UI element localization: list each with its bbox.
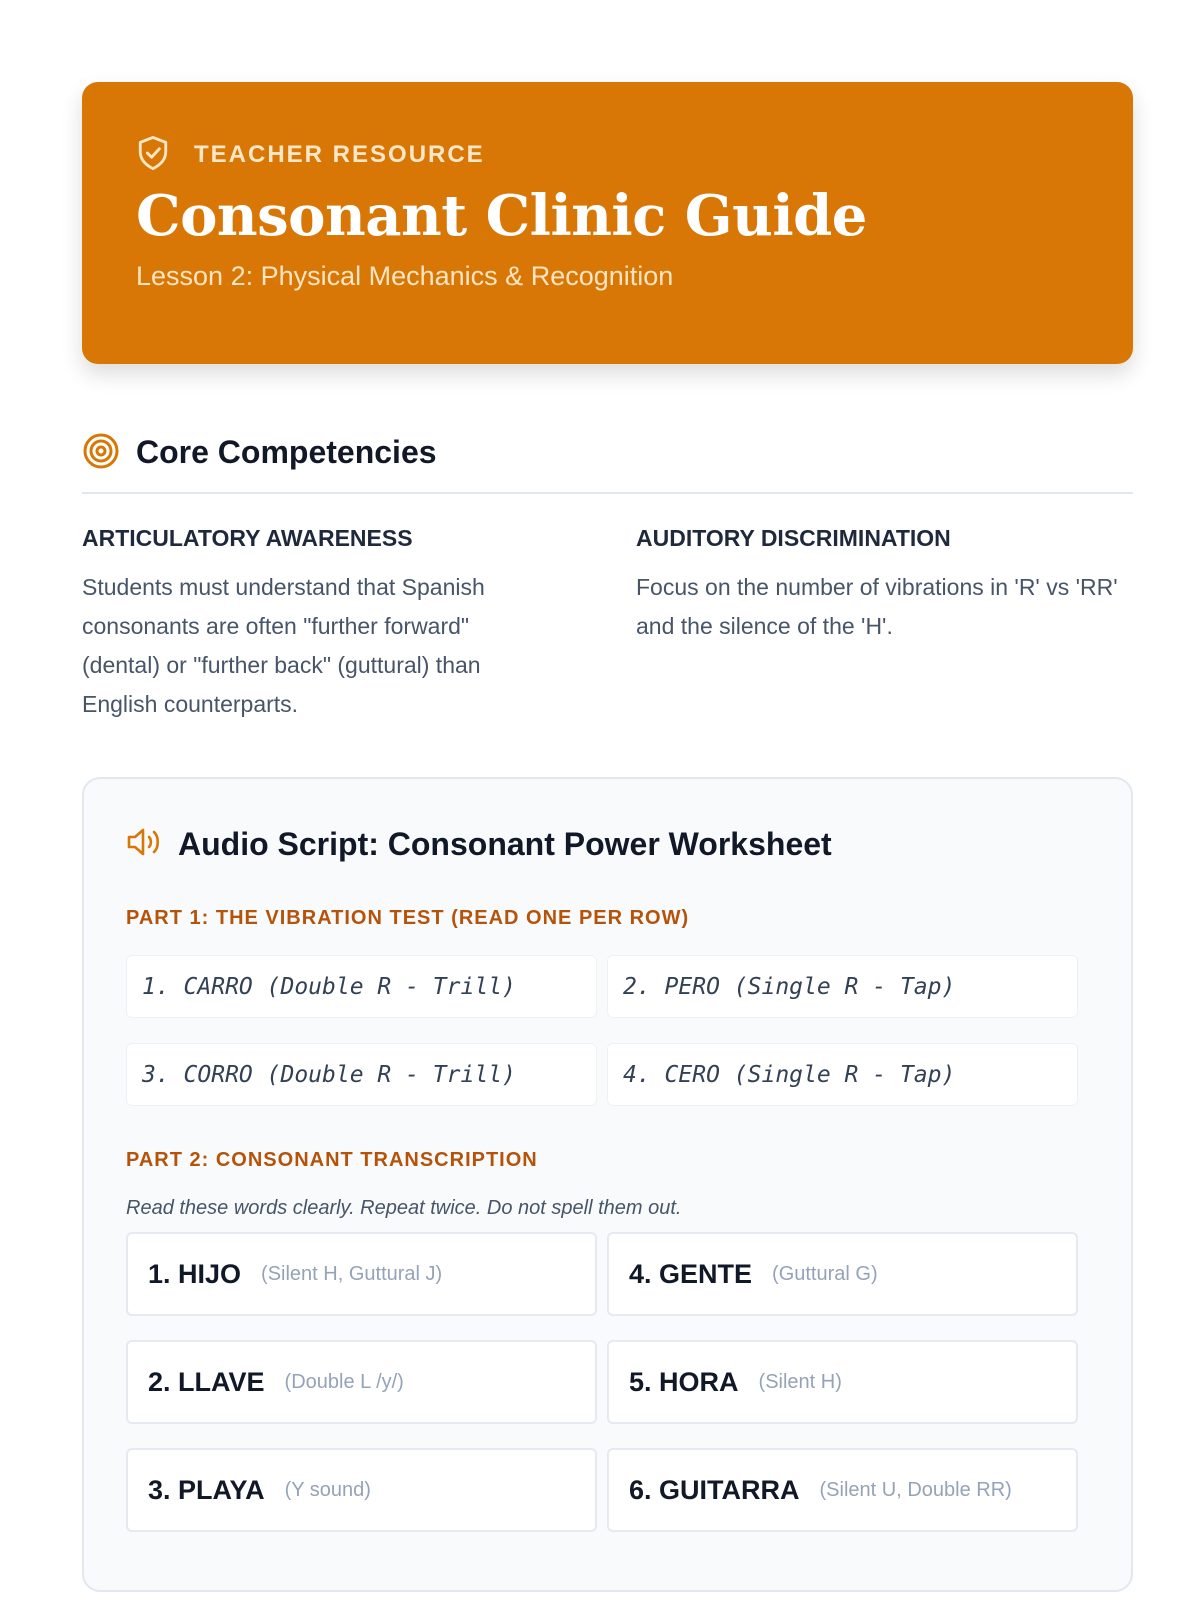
word-label: 5. HORA <box>629 1366 739 1397</box>
hero-tag <box>136 137 1079 173</box>
word-card <box>607 1232 1078 1316</box>
part1-heading: PART 1: THE VIBRATION TEST (READ ONE PER ROW) <box>126 907 690 929</box>
hero-banner <box>82 82 1133 364</box>
page-title: Consonant Clinic Guide <box>136 183 867 249</box>
competencies-header <box>82 432 1133 494</box>
word-label: 1. HIJO <box>148 1258 242 1289</box>
competency-text: Focus on the number of vibrations in 'R' vs 'RR' and the silence of the 'H'. <box>636 574 1118 639</box>
word-note: (Y sound) <box>284 1478 371 1501</box>
word-note: (Silent H, Guttural J) <box>261 1262 443 1285</box>
target-icon <box>82 432 120 475</box>
competency-auditory <box>636 520 1133 646</box>
vibration-item: 1. CARRO (Double R - Trill) <box>126 955 597 1018</box>
shield-check-icon <box>136 134 170 177</box>
audio-script-header <box>126 825 832 864</box>
page-subtitle: Lesson 2: Physical Mechanics & Recognition <box>136 261 674 291</box>
speaker-icon <box>126 825 164 864</box>
competency-title: AUDITORY DISCRIMINATION <box>636 525 951 551</box>
word-label: 4. GENTE <box>629 1258 753 1289</box>
audio-script-title: Audio Script: Consonant Power Worksheet <box>178 826 832 862</box>
vibration-item: 3. CORRO (Double R - Trill) <box>126 1043 597 1106</box>
word-card <box>607 1340 1078 1424</box>
vibration-item: 4. CERO (Single R - Tap) <box>607 1043 1078 1106</box>
word-label: 2. LLAVE <box>148 1366 265 1397</box>
word-card <box>607 1448 1078 1532</box>
part2-instruction: Read these words clearly. Repeat twice. Do not spell them out. <box>126 1197 682 1219</box>
word-note: (Double L /y/) <box>284 1370 404 1393</box>
word-note: (Silent H) <box>758 1370 842 1393</box>
word-card <box>126 1232 597 1316</box>
hero-tag-label: TEACHER RESOURCE <box>194 141 485 168</box>
word-label: 6. GUITARRA <box>629 1474 800 1505</box>
word-note: (Silent U, Double RR) <box>819 1478 1012 1501</box>
competency-title: ARTICULATORY AWARENESS <box>82 525 413 551</box>
competency-articulatory <box>82 520 532 724</box>
word-note: (Guttural G) <box>772 1262 878 1285</box>
word-card <box>126 1340 597 1424</box>
part2-heading: PART 2: CONSONANT TRANSCRIPTION <box>126 1149 538 1171</box>
word-label: 3. PLAYA <box>148 1474 265 1505</box>
word-card <box>126 1448 597 1532</box>
audio-script-panel <box>82 777 1133 1592</box>
vibration-item: 2. PERO (Single R - Tap) <box>607 955 1078 1018</box>
competencies-title: Core Competencies <box>136 434 437 470</box>
competency-text: Students must understand that Spanish consonants are often "further forward" (dental) or "further back" (guttural) than English counterparts. <box>82 574 485 717</box>
